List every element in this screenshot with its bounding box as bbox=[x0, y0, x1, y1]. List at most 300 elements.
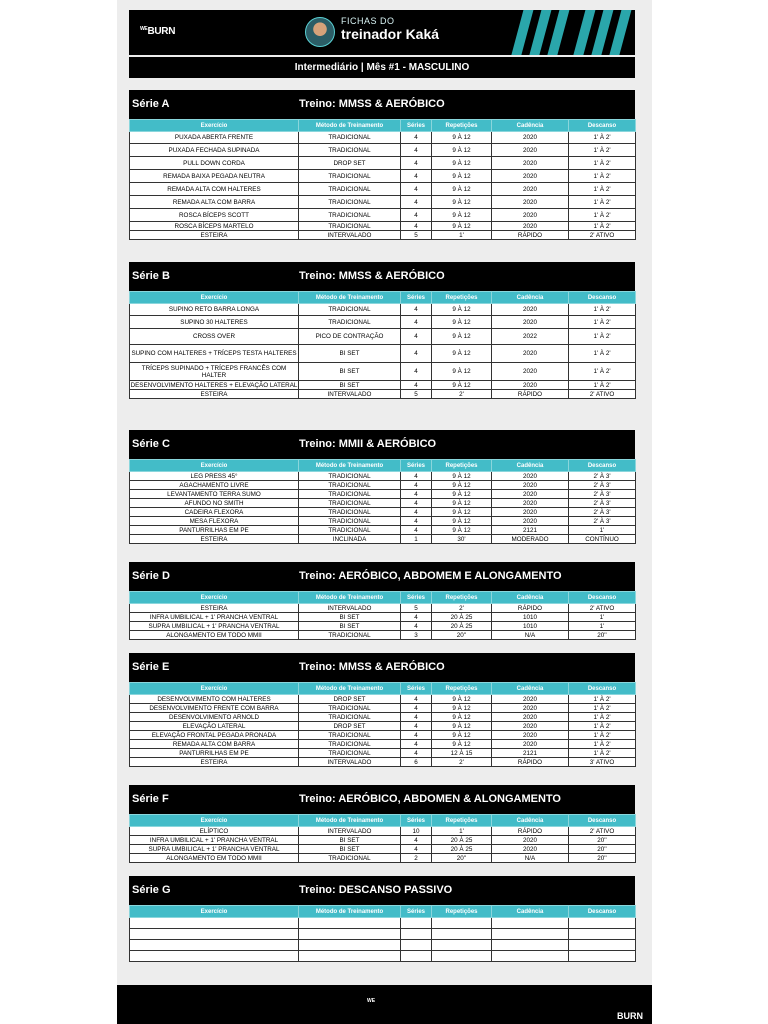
table-row bbox=[130, 329, 636, 345]
table-cell: 5 bbox=[401, 231, 432, 240]
table-cell: 9 À 12 bbox=[432, 157, 492, 170]
table-cell: PANTURRILHAS EM PE bbox=[130, 749, 299, 758]
table-cell: 1' À 2' bbox=[569, 132, 636, 144]
table-cell: DESENVOLVIMENTO ARNOLD bbox=[130, 713, 299, 722]
table-cell: 9 À 12 bbox=[432, 526, 492, 535]
table-cell: 1' bbox=[569, 613, 636, 622]
table-cell: CROSS OVER bbox=[130, 329, 299, 345]
column-header: Exercício bbox=[130, 592, 299, 604]
table-cell: 20 À 25 bbox=[432, 836, 492, 845]
table-row bbox=[130, 854, 636, 863]
table-cell: 2020 bbox=[492, 183, 569, 196]
column-header: Exercício bbox=[130, 906, 299, 918]
table-row bbox=[130, 604, 636, 613]
table-row bbox=[130, 695, 636, 704]
table-row bbox=[130, 758, 636, 767]
table-cell: 1' À 2' bbox=[569, 209, 636, 222]
table-cell: 2020 bbox=[492, 363, 569, 381]
table-cell: 4 bbox=[401, 132, 432, 144]
table-cell: BI SET bbox=[299, 613, 401, 622]
table-cell: 1' À 2' bbox=[569, 144, 636, 157]
table-cell: RÁPIDO bbox=[492, 758, 569, 767]
table-cell: TRADICIONAL bbox=[299, 132, 401, 144]
series-block bbox=[129, 653, 635, 767]
table-cell: REMADA ALTA COM BARRA bbox=[130, 740, 299, 749]
series-block bbox=[129, 90, 635, 240]
series-header bbox=[129, 653, 635, 682]
table-cell: SUPINO COM HALTERES + TRÍCEPS TESTA HALTERES bbox=[130, 345, 299, 363]
exercise-table bbox=[129, 459, 636, 544]
table-cell: ROSCA BÍCEPS MARTELO bbox=[130, 222, 299, 231]
series-block bbox=[129, 562, 635, 640]
table-cell: 9 À 12 bbox=[432, 304, 492, 316]
table-cell: CONTÍNUO bbox=[569, 535, 636, 544]
table-cell bbox=[569, 929, 636, 940]
table-cell: MODERADO bbox=[492, 535, 569, 544]
table-cell: 2020 bbox=[492, 209, 569, 222]
table-cell: 2020 bbox=[492, 517, 569, 526]
table-cell: RÁPIDO bbox=[492, 390, 569, 399]
column-header: Cadência bbox=[492, 460, 569, 472]
column-header: Descanso bbox=[569, 592, 636, 604]
series-name: Série D bbox=[132, 570, 170, 582]
table-cell: 1010 bbox=[492, 613, 569, 622]
table-row bbox=[130, 929, 636, 940]
table-cell: 1' À 2' bbox=[569, 740, 636, 749]
table-cell: 2' bbox=[432, 604, 492, 613]
table-cell: 4 bbox=[401, 363, 432, 381]
table-cell bbox=[432, 918, 492, 929]
table-cell: 2020 bbox=[492, 304, 569, 316]
header-banner bbox=[129, 10, 635, 55]
table-row bbox=[130, 196, 636, 209]
table-row bbox=[130, 304, 636, 316]
table-cell: INTERVALADO bbox=[299, 758, 401, 767]
table-cell: REMADA ALTA COM BARRA bbox=[130, 196, 299, 209]
table-row bbox=[130, 940, 636, 951]
table-row bbox=[130, 517, 636, 526]
column-header: Exercício bbox=[130, 683, 299, 695]
table-cell: BI SET bbox=[299, 345, 401, 363]
table-row bbox=[130, 535, 636, 544]
table-cell: 1' À 2' bbox=[569, 345, 636, 363]
column-header: Descanso bbox=[569, 906, 636, 918]
column-header: Repetições bbox=[432, 815, 492, 827]
table-cell: 1' À 2' bbox=[569, 363, 636, 381]
table-cell: 20 À 25 bbox=[432, 622, 492, 631]
series-block bbox=[129, 876, 635, 962]
column-header: Repetições bbox=[432, 292, 492, 304]
column-header: Séries bbox=[401, 906, 432, 918]
table-cell: 2' ATIVO bbox=[569, 231, 636, 240]
series-header bbox=[129, 262, 635, 291]
table-cell: 12 À 15 bbox=[432, 749, 492, 758]
series-name: Série A bbox=[132, 98, 170, 110]
table-cell: 4 bbox=[401, 499, 432, 508]
table-cell: 2121 bbox=[492, 526, 569, 535]
table-cell bbox=[130, 918, 299, 929]
table-cell: TRADICIONAL bbox=[299, 499, 401, 508]
header-title-small: FICHAS DO bbox=[341, 16, 395, 26]
table-cell: TRADICIONAL bbox=[299, 704, 401, 713]
exercise-table bbox=[129, 291, 636, 399]
table-cell: TRADICIONAL bbox=[299, 713, 401, 722]
column-header: Séries bbox=[401, 683, 432, 695]
table-cell: 9 À 12 bbox=[432, 508, 492, 517]
table-cell: PUXADA FECHADA SUPINADA bbox=[130, 144, 299, 157]
table-cell: 4 bbox=[401, 490, 432, 499]
table-cell: ESTEIRA bbox=[130, 231, 299, 240]
table-cell: 3 bbox=[401, 631, 432, 640]
exercise-table bbox=[129, 591, 636, 640]
table-cell: 2' À 3' bbox=[569, 490, 636, 499]
table-row bbox=[130, 749, 636, 758]
table-cell: 1' À 2' bbox=[569, 731, 636, 740]
table-cell: 9 À 12 bbox=[432, 713, 492, 722]
table-cell: 5 bbox=[401, 390, 432, 399]
table-cell: INFRA UMBILICAL + 1' PRANCHA VENTRAL bbox=[130, 836, 299, 845]
column-header: Descanso bbox=[569, 292, 636, 304]
table-cell: INTERVALADO bbox=[299, 827, 401, 836]
table-row bbox=[130, 381, 636, 390]
table-cell: N/A bbox=[492, 854, 569, 863]
column-header: Repetições bbox=[432, 906, 492, 918]
table-cell: INFRA UMBILICAL + 1' PRANCHA VENTRAL bbox=[130, 613, 299, 622]
column-header: Repetições bbox=[432, 683, 492, 695]
table-cell: 9 À 12 bbox=[432, 481, 492, 490]
table-cell: 2020 bbox=[492, 132, 569, 144]
table-cell: TRADICIONAL bbox=[299, 517, 401, 526]
table-cell: 2020 bbox=[492, 316, 569, 329]
table-row bbox=[130, 316, 636, 329]
table-cell: TRADICIONAL bbox=[299, 749, 401, 758]
table-cell: BI SET bbox=[299, 381, 401, 390]
column-header: Método de Treinamento bbox=[299, 592, 401, 604]
table-cell: DROP SET bbox=[299, 157, 401, 170]
table-cell: DESENVOLVIMENTO HALTERES + ELEVAÇÃO LATERAL bbox=[130, 381, 298, 389]
table-cell: 4 bbox=[401, 622, 432, 631]
table-cell bbox=[492, 929, 569, 940]
table-cell: 1' À 2' bbox=[569, 222, 636, 231]
column-header: Séries bbox=[401, 592, 432, 604]
table-cell bbox=[130, 929, 299, 940]
table-cell: 2' À 3' bbox=[569, 508, 636, 517]
column-header: Cadência bbox=[492, 906, 569, 918]
table-cell bbox=[401, 951, 432, 962]
table-cell: 20'' bbox=[432, 854, 492, 863]
table-cell bbox=[401, 940, 432, 951]
exercise-table bbox=[129, 682, 636, 767]
table-cell: 2020 bbox=[492, 345, 569, 363]
table-row bbox=[130, 713, 636, 722]
table-cell: 2020 bbox=[492, 508, 569, 517]
series-workout: Treino: MMII & AERÓBICO bbox=[299, 438, 437, 450]
table-cell: 2020 bbox=[492, 170, 569, 183]
table-cell: 5 bbox=[401, 604, 432, 613]
column-header: Método de Treinamento bbox=[299, 120, 401, 132]
table-cell: INTERVALADO bbox=[299, 604, 401, 613]
column-header: Cadência bbox=[492, 120, 569, 132]
table-cell: ELÍPTICO bbox=[130, 827, 299, 836]
table-cell: 1' À 2' bbox=[569, 183, 636, 196]
table-cell: 2020 bbox=[492, 472, 569, 481]
series-name: Série C bbox=[132, 438, 170, 450]
table-cell bbox=[492, 940, 569, 951]
table-cell: 4 bbox=[401, 695, 432, 704]
table-cell: 4 bbox=[401, 481, 432, 490]
table-cell: LEG PRESS 45° bbox=[130, 472, 299, 481]
table-cell bbox=[569, 940, 636, 951]
table-cell: PULL DOWN CORDA bbox=[130, 157, 299, 170]
table-cell: TRADICIONAL bbox=[299, 740, 401, 749]
column-header: Método de Treinamento bbox=[299, 815, 401, 827]
table-row bbox=[130, 472, 636, 481]
series-name: Série E bbox=[132, 661, 170, 673]
series-block bbox=[129, 785, 635, 863]
column-header: Séries bbox=[401, 292, 432, 304]
table-cell bbox=[401, 918, 432, 929]
table-row bbox=[130, 132, 636, 144]
column-header: Descanso bbox=[569, 460, 636, 472]
table-cell: 20'' bbox=[432, 631, 492, 640]
table-cell: 1010 bbox=[492, 622, 569, 631]
table-cell: 4 bbox=[401, 222, 432, 231]
table-cell: 1' À 2' bbox=[569, 170, 636, 183]
table-row bbox=[130, 951, 636, 962]
footer-brand-logo: $^{WE}$ BURN bbox=[367, 998, 643, 1021]
table-cell: 2020 bbox=[492, 499, 569, 508]
table-cell: TRADICIONAL bbox=[299, 854, 401, 863]
table-row bbox=[130, 183, 636, 196]
table-cell: 2' À 3' bbox=[569, 472, 636, 481]
table-row bbox=[130, 845, 636, 854]
table-cell: 2' À 3' bbox=[569, 499, 636, 508]
table-row bbox=[130, 390, 636, 399]
table-cell bbox=[299, 929, 401, 940]
table-cell: PICO DE CONTRAÇÃO bbox=[299, 329, 401, 345]
table-cell: 2020 bbox=[492, 196, 569, 209]
table-cell: 1' À 2' bbox=[569, 157, 636, 170]
table-cell: REMADA ALTA COM HALTERES bbox=[130, 183, 299, 196]
column-header: Repetições bbox=[432, 592, 492, 604]
series-header bbox=[129, 562, 635, 591]
table-cell: 9 À 12 bbox=[432, 132, 492, 144]
table-cell: 4 bbox=[401, 316, 432, 329]
table-cell: TRADICIONAL bbox=[299, 209, 401, 222]
table-cell: TRADICIONAL bbox=[299, 731, 401, 740]
table-cell: 9 À 12 bbox=[432, 345, 492, 363]
table-cell: TRADICIONAL bbox=[299, 144, 401, 157]
table-cell: 1' À 2' bbox=[569, 381, 636, 390]
table-cell: 4 bbox=[401, 749, 432, 758]
table-cell bbox=[569, 951, 636, 962]
table-cell: TRADICIONAL bbox=[299, 316, 401, 329]
table-row bbox=[130, 704, 636, 713]
table-cell: 2020 bbox=[492, 490, 569, 499]
table-cell: RÁPIDO bbox=[492, 604, 569, 613]
table-cell: 1' À 2' bbox=[569, 722, 636, 731]
table-cell: INTERVALADO bbox=[299, 390, 401, 399]
table-cell: ELEVAÇÃO LATERAL bbox=[130, 722, 299, 731]
table-cell: 2020 bbox=[492, 713, 569, 722]
table-cell: 1' À 2' bbox=[569, 196, 636, 209]
column-header: Séries bbox=[401, 460, 432, 472]
table-cell: 9 À 12 bbox=[432, 363, 492, 381]
table-cell: ESTEIRA bbox=[130, 390, 299, 399]
table-cell: 1' bbox=[569, 622, 636, 631]
table-cell bbox=[130, 940, 299, 951]
table-row bbox=[130, 345, 636, 363]
table-cell: ESTEIRA bbox=[130, 758, 299, 767]
table-cell: BI SET bbox=[299, 845, 401, 854]
table-cell bbox=[299, 951, 401, 962]
table-cell: TRADICIONAL bbox=[299, 481, 401, 490]
table-cell: 9 À 12 bbox=[432, 517, 492, 526]
table-row bbox=[130, 499, 636, 508]
table-cell: 4 bbox=[401, 144, 432, 157]
table-cell: 1' bbox=[569, 526, 636, 535]
table-cell: 2020 bbox=[492, 836, 569, 845]
table-cell: AFUNDO NO SMITH bbox=[130, 499, 299, 508]
table-cell: DROP SET bbox=[299, 695, 401, 704]
column-header: Método de Treinamento bbox=[299, 460, 401, 472]
table-row bbox=[130, 722, 636, 731]
table-row bbox=[130, 363, 636, 381]
table-cell: 2020 bbox=[492, 740, 569, 749]
table-row bbox=[130, 157, 636, 170]
table-cell: TRADICIONAL bbox=[299, 304, 401, 316]
table-cell: 9 À 12 bbox=[432, 381, 492, 390]
table-cell: 9 À 12 bbox=[432, 144, 492, 157]
series-workout: Treino: DESCANSO PASSIVO bbox=[299, 884, 453, 896]
table-cell: 2020 bbox=[492, 731, 569, 740]
table-cell: 2020 bbox=[492, 481, 569, 490]
table-cell: 4 bbox=[401, 713, 432, 722]
column-header: Cadência bbox=[492, 592, 569, 604]
table-row bbox=[130, 231, 636, 240]
table-cell: 20 À 25 bbox=[432, 613, 492, 622]
exercise-table bbox=[129, 119, 636, 240]
table-cell: 2020 bbox=[492, 695, 569, 704]
table-cell: 4 bbox=[401, 329, 432, 345]
table-cell: 9 À 12 bbox=[432, 209, 492, 222]
program-subtitle: Intermediário | Mês #1 - MASCULINO bbox=[129, 57, 635, 78]
table-cell: INCLINADA bbox=[299, 535, 401, 544]
table-cell: 4 bbox=[401, 704, 432, 713]
table-cell: 2' bbox=[432, 758, 492, 767]
table-cell: 9 À 12 bbox=[432, 731, 492, 740]
table-cell: 1' bbox=[432, 231, 492, 240]
table-cell: BI SET bbox=[299, 363, 401, 381]
table-cell: 9 À 12 bbox=[432, 222, 492, 231]
table-cell: 2020 bbox=[492, 704, 569, 713]
table-cell: 6 bbox=[401, 758, 432, 767]
table-cell: SUPINO 30 HALTERES bbox=[130, 316, 299, 329]
column-header: Método de Treinamento bbox=[299, 683, 401, 695]
table-cell: 30' bbox=[432, 535, 492, 544]
table-cell: MESA FLEXORA bbox=[130, 517, 299, 526]
table-cell: AGACHAMENTO LIVRE bbox=[130, 481, 299, 490]
table-cell: 2' ATIVO bbox=[569, 827, 636, 836]
table-row bbox=[130, 481, 636, 490]
series-workout: Treino: AERÓBICO, ABDOMEN & ALONGAMENTO bbox=[299, 793, 561, 805]
table-cell: TRADICIONAL bbox=[299, 631, 401, 640]
table-cell: 10 bbox=[401, 827, 432, 836]
table-cell: 3' ATIVO bbox=[569, 758, 636, 767]
table-cell: SUPRA UMBILICAL + 1' PRANCHA VENTRAL bbox=[130, 845, 299, 854]
table-row bbox=[130, 740, 636, 749]
table-cell: DESENVOLVIMENTO FRENTE COM BARRA bbox=[130, 704, 299, 713]
table-cell: TRADICIONAL bbox=[299, 222, 401, 231]
series-block bbox=[129, 430, 635, 544]
table-cell: TRADICIONAL bbox=[299, 183, 401, 196]
column-header: Descanso bbox=[569, 120, 636, 132]
table-cell: 9 À 12 bbox=[432, 316, 492, 329]
table-cell bbox=[299, 918, 401, 929]
table-cell: 4 bbox=[401, 157, 432, 170]
table-cell: RÁPIDO bbox=[492, 231, 569, 240]
table-cell: RÁPIDO bbox=[492, 827, 569, 836]
table-cell: 9 À 12 bbox=[432, 490, 492, 499]
table-cell: DESENVOLVIMENTO COM HALTERES bbox=[130, 695, 299, 704]
brand-logo: $^{WE}$BURN bbox=[140, 26, 176, 37]
table-cell bbox=[569, 918, 636, 929]
table-cell: 1 bbox=[401, 535, 432, 544]
table-cell: ELEVAÇÃO FRONTAL PEGADA PRONADA bbox=[130, 731, 299, 740]
column-header: Séries bbox=[401, 120, 432, 132]
table-cell: 20'' bbox=[569, 854, 636, 863]
table-cell: ALONGAMENTO EM TODO MMII bbox=[130, 631, 299, 640]
table-cell: ALONGAMENTO EM TODO MMII bbox=[130, 854, 299, 863]
table-cell bbox=[401, 929, 432, 940]
table-cell: ESTEIRA bbox=[130, 604, 299, 613]
table-cell: 4 bbox=[401, 345, 432, 363]
table-cell: 4 bbox=[401, 845, 432, 854]
column-header: Método de Treinamento bbox=[299, 292, 401, 304]
column-header: Exercício bbox=[130, 292, 299, 304]
table-cell: 20 À 25 bbox=[432, 845, 492, 854]
column-header: Cadência bbox=[492, 815, 569, 827]
table-cell: 4 bbox=[401, 722, 432, 731]
table-cell: 20'' bbox=[569, 845, 636, 854]
column-header: Séries bbox=[401, 815, 432, 827]
table-cell: 1' À 2' bbox=[569, 316, 636, 329]
table-cell: 2121 bbox=[492, 749, 569, 758]
table-cell: 4 bbox=[401, 517, 432, 526]
table-cell: 1' À 2' bbox=[569, 695, 636, 704]
table-cell bbox=[492, 918, 569, 929]
table-cell: 4 bbox=[401, 731, 432, 740]
series-header bbox=[129, 430, 635, 459]
decorative-stripes bbox=[509, 10, 629, 55]
exercise-table bbox=[129, 814, 636, 863]
table-cell: 4 bbox=[401, 304, 432, 316]
table-cell: 1' À 2' bbox=[569, 713, 636, 722]
table-cell: CADEIRA FLEXORA bbox=[130, 508, 299, 517]
table-cell: TRADICIONAL bbox=[299, 196, 401, 209]
column-header: Repetições bbox=[432, 120, 492, 132]
table-cell: PUXADA ABERTA FRENTE bbox=[130, 132, 299, 144]
exercise-table bbox=[129, 905, 636, 962]
table-row bbox=[130, 918, 636, 929]
table-cell: 4 bbox=[401, 740, 432, 749]
table-cell: INTERVALADO bbox=[299, 231, 401, 240]
table-cell: 1' À 2' bbox=[569, 749, 636, 758]
table-cell: 20'' bbox=[569, 836, 636, 845]
series-name: Série B bbox=[132, 270, 170, 282]
table-cell: TRADICIONAL bbox=[299, 170, 401, 183]
table-cell: 4 bbox=[401, 526, 432, 535]
